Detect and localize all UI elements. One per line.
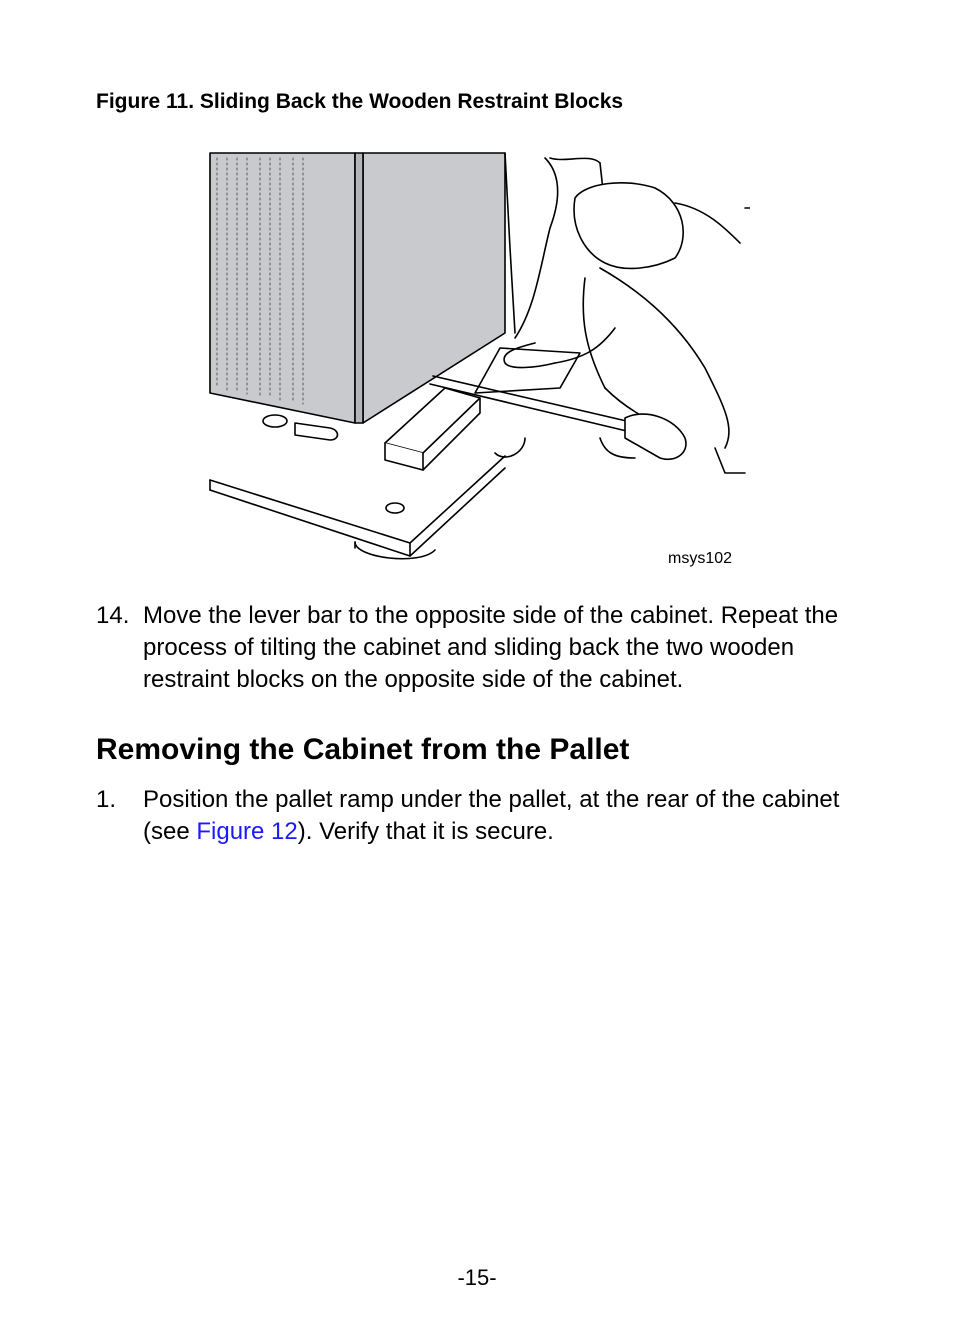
- workers: [504, 153, 750, 473]
- step-number: 14.: [96, 602, 130, 629]
- step-text-part: Position the pallet ramp under the pallet, at the rear of the cabinet (see: [143, 786, 840, 845]
- list-item: [96, 600, 876, 696]
- list-item: [96, 784, 876, 848]
- step-text: Move the lever bar to the opposite side of the cabinet. Repeat the process of tilting the cabinet and sliding back the two wooden restraint blocks on the opposite side of the cabinet.: [143, 602, 839, 693]
- step-text-part: ). Verify that it is secure.: [297, 818, 554, 845]
- figure-12-link[interactable]: Figure 12: [196, 818, 298, 845]
- step-number: 1.: [96, 786, 117, 813]
- page-number: -15-: [457, 1265, 497, 1290]
- section-heading: Removing the Cabinet from the Pallet: [96, 733, 630, 766]
- pallet: [210, 456, 505, 559]
- step-text: [143, 784, 876, 848]
- figure-caption: Figure 11. Sliding Back the Wooden Restraint Blocks: [96, 90, 624, 113]
- cabinet-pallet-illustration: [205, 148, 750, 573]
- figure-id-label: msys102: [668, 550, 733, 567]
